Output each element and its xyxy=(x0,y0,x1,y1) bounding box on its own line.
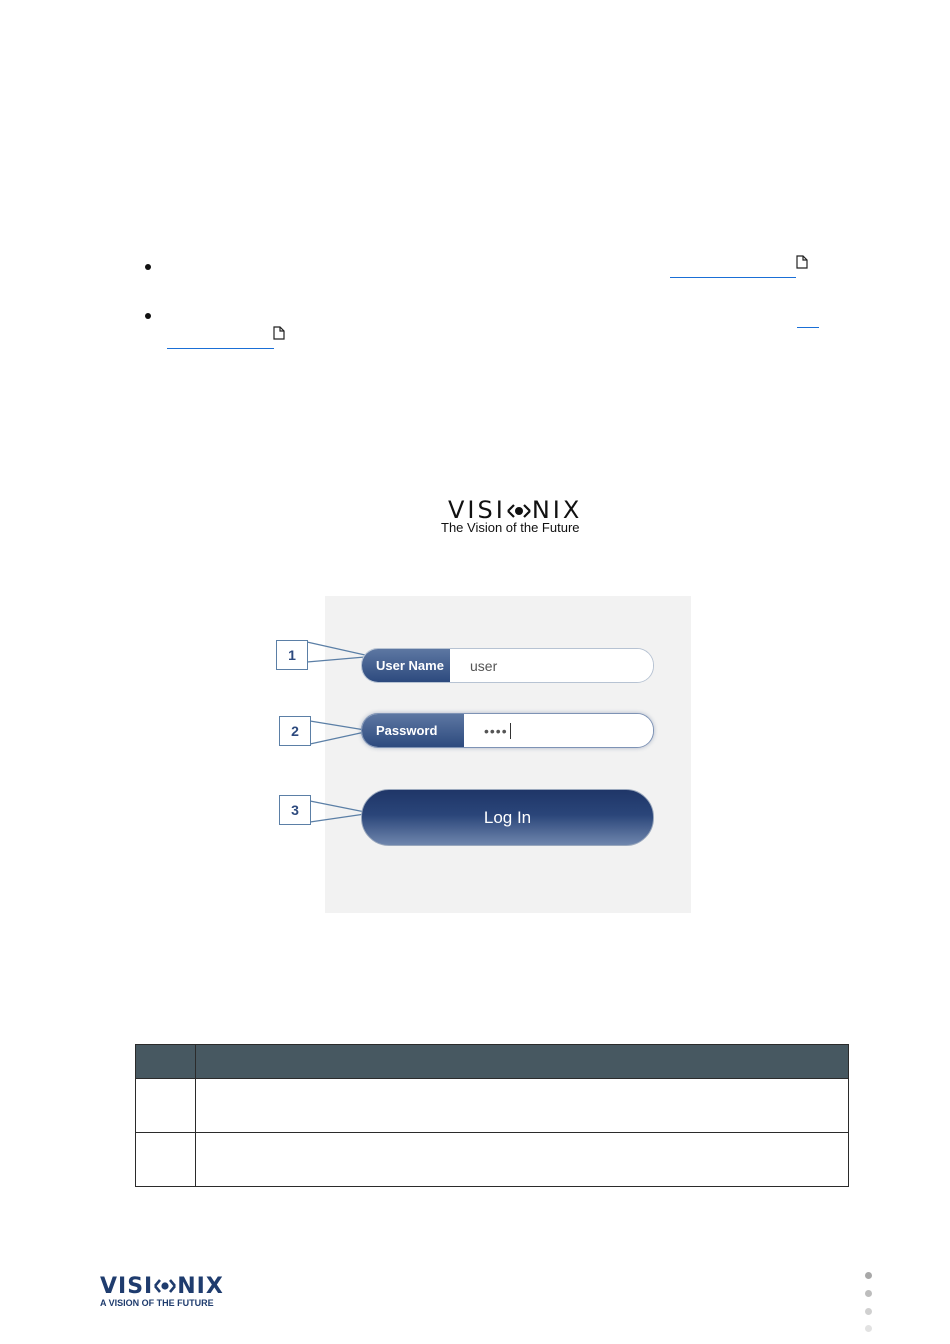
username-label: User Name xyxy=(362,649,450,682)
table-cell xyxy=(196,1079,849,1133)
eye-icon xyxy=(507,502,531,520)
password-input[interactable] xyxy=(464,714,653,747)
decorative-dot xyxy=(865,1308,872,1315)
bullet-marker xyxy=(145,313,151,319)
callout-2: 2 xyxy=(279,716,311,746)
link-underline[interactable] xyxy=(670,277,796,278)
table-cell xyxy=(196,1133,849,1187)
document-link-icon[interactable] xyxy=(796,255,808,269)
logo-wordmark: VISI NIX xyxy=(448,496,583,524)
password-value: •••• xyxy=(484,722,508,739)
footer-tagline: A VISION OF THE FUTURE xyxy=(100,1298,214,1308)
table-cell xyxy=(136,1079,196,1133)
link-underline[interactable] xyxy=(167,348,274,349)
username-field[interactable] xyxy=(361,648,654,683)
callout-1: 1 xyxy=(276,640,308,670)
decorative-dot xyxy=(865,1325,872,1332)
decorative-dot xyxy=(865,1290,872,1297)
table-cell xyxy=(136,1133,196,1187)
description-table xyxy=(135,1044,849,1187)
table-row xyxy=(136,1079,849,1133)
link-underline[interactable] xyxy=(797,327,819,328)
bullet-marker xyxy=(145,264,151,270)
eye-icon xyxy=(154,1278,176,1294)
username-input[interactable] xyxy=(450,649,653,682)
callout-3: 3 xyxy=(279,795,311,825)
table-header-cell xyxy=(196,1045,849,1079)
logo-tagline: The Vision of the Future xyxy=(441,520,580,535)
table-row xyxy=(136,1133,849,1187)
table-header-cell xyxy=(136,1045,196,1079)
password-field[interactable] xyxy=(361,713,654,748)
document-link-icon[interactable] xyxy=(273,326,285,340)
footer-logo xyxy=(100,1274,224,1308)
login-button[interactable]: Log In xyxy=(361,789,654,846)
footer-wordmark: VISI NIX xyxy=(100,1274,224,1299)
password-label: Password xyxy=(362,714,464,747)
text-cursor xyxy=(510,723,511,739)
table-header-row xyxy=(136,1045,849,1079)
decorative-dot xyxy=(865,1272,872,1279)
